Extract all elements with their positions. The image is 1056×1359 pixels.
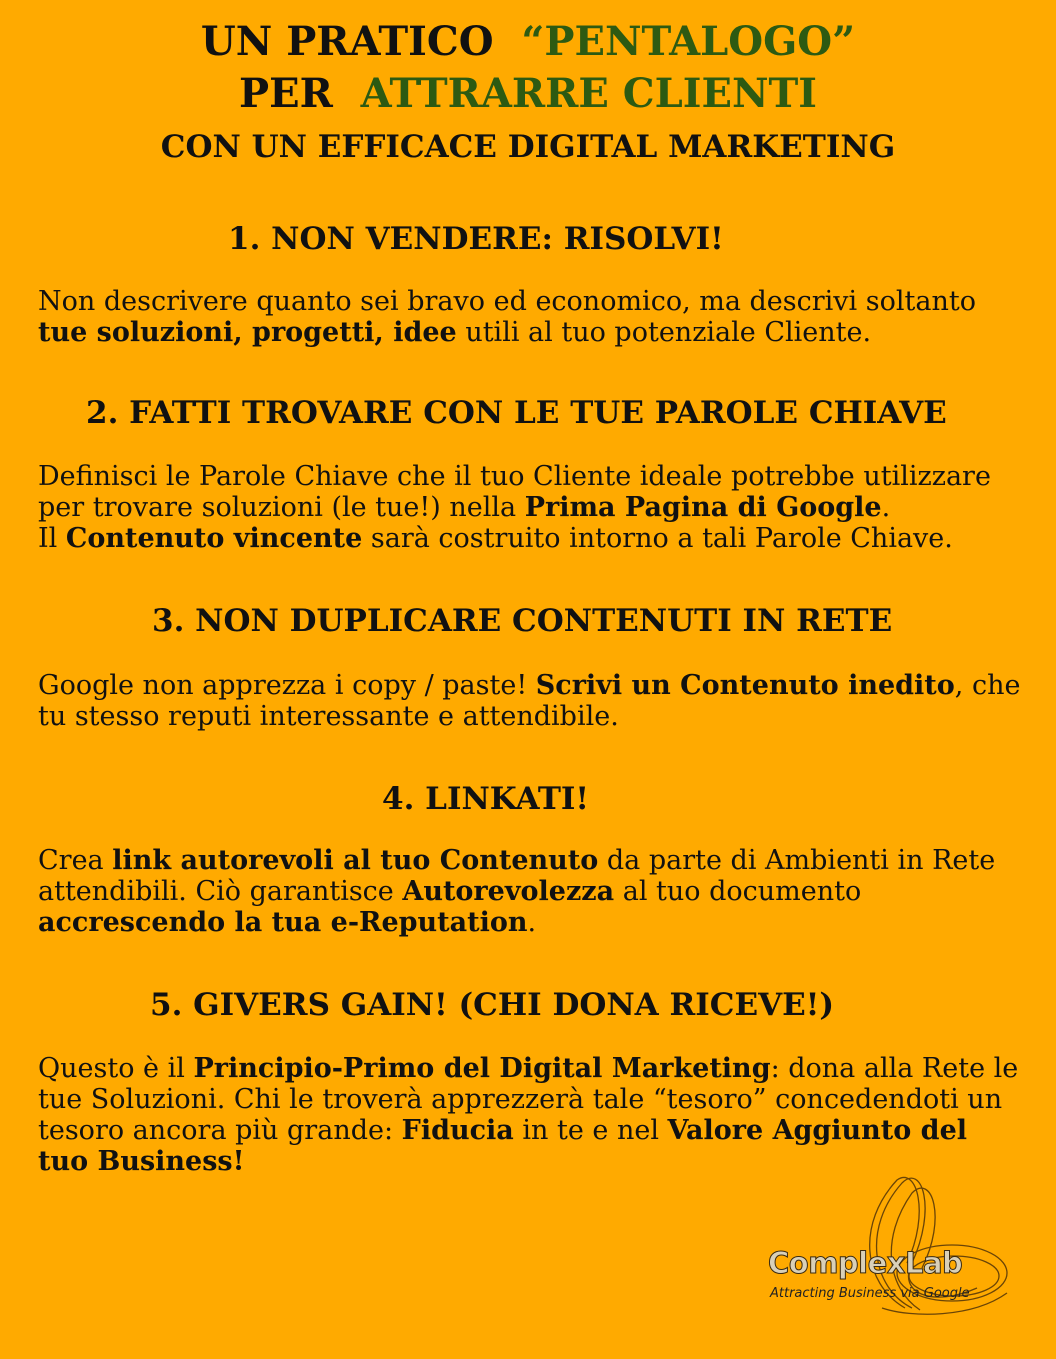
section-1-text-a: Non descrivere quanto sei bravo ed economico, ma descrivi soltanto — [38, 286, 976, 317]
section-4-text-d: . — [527, 907, 537, 938]
title-pentalogo: “PENTALOGO” — [521, 18, 856, 65]
section-4-text — [38, 845, 1023, 938]
section-2-text-c: Il — [38, 523, 66, 554]
section-1-text-b: utili al tuo potenziale Cliente. — [456, 317, 872, 348]
section-4-text-c: al tuo documento — [614, 876, 862, 907]
section-1-bold-a: tue soluzioni, progetti, idee — [38, 317, 457, 348]
title-line-1 — [0, 18, 1056, 65]
section-5-text-c: in te e nel — [513, 1115, 668, 1146]
section-1-heading: 1. NON VENDERE: RISOLVI! — [228, 221, 724, 257]
section-5-heading: 5. GIVERS GAIN! (CHI DONA RICEVE!) — [150, 987, 835, 1023]
section-5-text — [38, 1053, 1023, 1177]
section-4-bold-c: accrescendo la tua e-Reputation — [38, 907, 528, 938]
logo-tagline: Attracting Business via Google — [770, 1286, 970, 1301]
section-2-text-d: sarà costruito intorno a tali Parole Chiave. — [362, 523, 953, 554]
section-3-text-b: , che tu stesso reputi interessante e attendibile. — [38, 670, 1021, 732]
section-5-bold-a: Principio-Primo del Digital Marketing — [193, 1053, 771, 1084]
title-attrarre-clienti: ATTRARRE CLIENTI — [360, 70, 817, 117]
section-3-heading: 3. NON DUPLICARE CONTENUTI IN RETE — [152, 603, 893, 639]
section-2-text-b: . — [881, 492, 891, 523]
section-3-text-a: Google non apprezza i copy / paste! — [38, 670, 536, 701]
logo-name: ComplexLab — [768, 1246, 963, 1280]
section-2-heading: 2. FATTI TROVARE CON LE TUE PAROLE CHIAVE — [86, 395, 947, 431]
section-5-bold-b: Fiducia — [401, 1115, 514, 1146]
section-4-heading: 4. LINKATI! — [382, 781, 590, 817]
subtitle: CON UN EFFICACE DIGITAL MARKETING — [160, 129, 896, 165]
section-4-text-a: Crea — [38, 845, 113, 876]
section-4-bold-b: Autorevolezza — [402, 876, 615, 907]
section-2-text — [38, 461, 1023, 554]
title-per: PER — [239, 70, 333, 117]
title-un-pratico: UN PRATICO — [200, 18, 494, 65]
section-5-bold-c: Valore Aggiunto del tuo Business! — [38, 1115, 967, 1177]
section-4-bold-a: link autorevoli al tuo Contenuto — [112, 845, 599, 876]
section-5-text-b: : dona alla Rete le tue Soluzioni. Chi le troverà apprezzerà tale “tesoro” concedendoti un tesoro ancora più grande: — [38, 1053, 1019, 1146]
section-5-text-a: Questo è il — [38, 1053, 194, 1084]
section-2-bold-b: Contenuto vincente — [65, 523, 363, 554]
section-4-text-b: da parte di Ambienti in Rete attendibili. Ciò garantisce — [38, 845, 996, 907]
section-3-bold-a: Scrivi un Contenuto inedito — [535, 670, 955, 701]
section-1-text — [38, 286, 1023, 348]
title-line-2 — [0, 70, 1056, 117]
section-2-bold-a: Prima Pagina di Google — [524, 492, 882, 523]
section-3-text — [38, 670, 1023, 732]
complexlab-logo — [762, 1168, 1024, 1328]
section-2-text-a: Definisci le Parole Chiave che il tuo Cliente ideale potrebbe utilizzare per trovare soluzioni (le tue!) nella — [38, 461, 991, 523]
